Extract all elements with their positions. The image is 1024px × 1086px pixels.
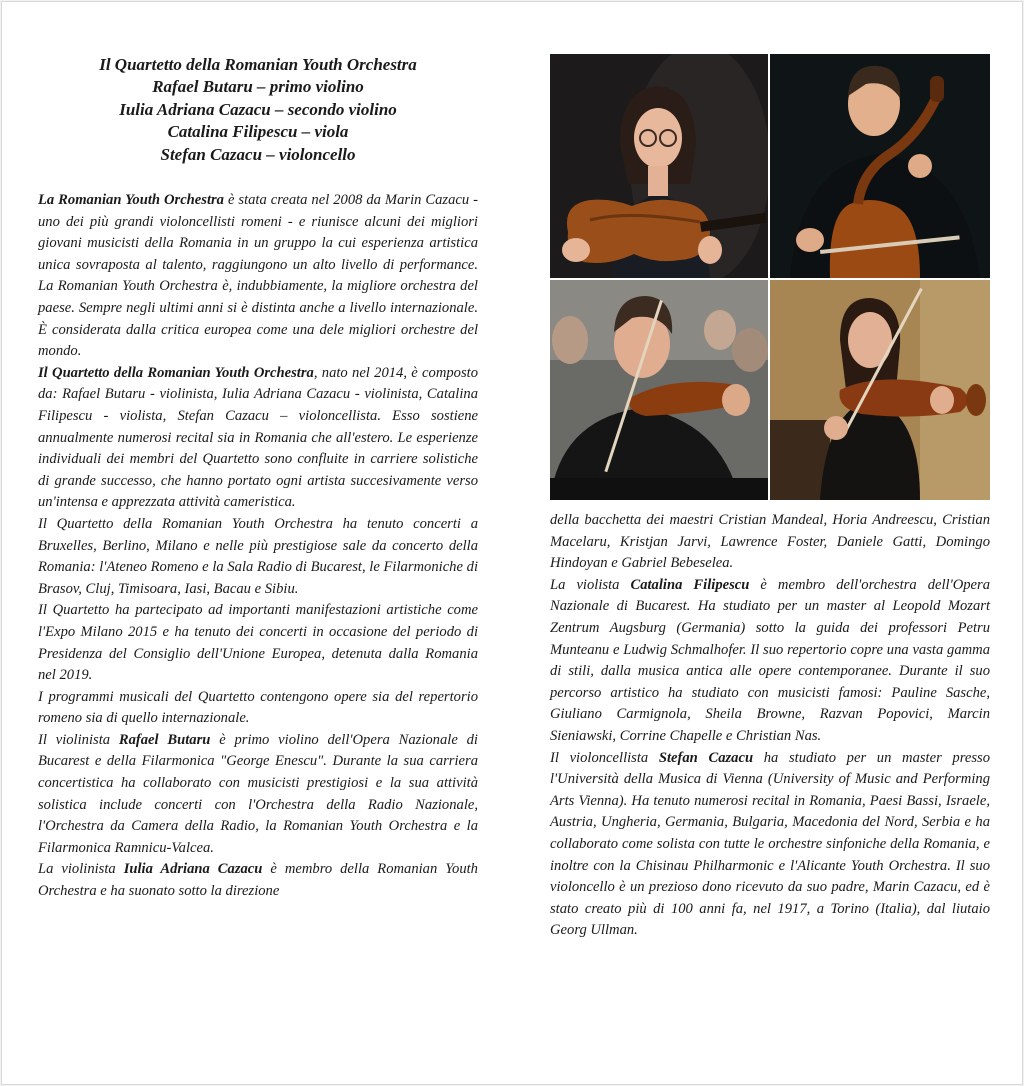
name-iulia-cazacu: Iulia Adriana Cazacu <box>123 861 263 878</box>
heading-ensemble: Il Quartetto della Romanian Youth Orchestra <box>99 55 417 74</box>
left-column <box>38 54 478 903</box>
paragraph-orchestra: La Romanian Youth Orchestra è stata creata nel 2008 da Marin Cazacu - uno dei più grandi violoncellisti romeni - e riunisce alcuni dei migliori giovani musicisti della Romania in un gruppo la cui esperienza artistica unica sovraposta al talento, raggiungono un alto livello di performance. La Romanian Youth Orchestra è, indubbiamente, la migliore orchestra del paese. Sempre negli ultimi anni si è distinta anche a livello internazionale. È considerata dalla critica europea come una dele migliori orchestre del mondo. <box>38 192 478 360</box>
concert-heading <box>38 54 478 166</box>
paragraph-rafael-butaru: Il violinista Rafael Butaru è primo violino dell'Opera Nazionale di Bucarest e della Filarmonica "George Enescu". Durante la sua carriera concertistica ha collaborato con musicisti prestigiosi e la sua attività solistica include concerti con l'Orchestra della Radio Nazionale, l'Orchestra da Camera della Radio, la Romanian Youth Orchestra e la Filarmonica Ramnicu-Valcea. <box>38 731 478 856</box>
paragraph-stefan-cazacu: Il violoncellista Stefan Cazacu ha studiato per un master presso l'Università della Musica di Vienna (University of Music and Performing Arts Vienna). Ha tenuto numerosi recital in Romania, Paesi Bassi, Israele, Austria, Ungheria, Germania, Bulgaria, Macedonia del Nord, Serbia e ha collaborato come solista con tutte le orchestre sinfoniche della Romania, e inoltre con la Chisinau Philharmonic e l'Alicante Youth Orchestra. Il suo violoncello è un prezioso dono ricevuto da suo padre, Marin Cazacu, ed è stato creato più di 100 anni fa, nel 1917, a Torino (Italia), dal liutaio Georg Ullman. <box>550 749 991 939</box>
photo-grid <box>550 54 990 500</box>
paragraph-repertoire: I programmi musicali del Quartetto contengono opere sia del repertorio romeno sia di quello internazionale. <box>38 688 478 727</box>
paragraph-conductors: della bacchetta dei maestri Cristian Mandeal, Horia Andreescu, Cristian Macelaru, Kristjan Jarvi, Lawrence Foster, Daniele Gatti, Domingo Hindoyan e Gabriel Bebeselea. <box>550 512 990 572</box>
orchestra-name: La Romanian Youth Orchestra <box>38 192 224 209</box>
heading-second-violin: Iulia Adriana Cazacu – secondo violino <box>119 99 397 119</box>
right-column <box>550 510 990 942</box>
name-catalina-filipescu: Catalina Filipescu <box>630 576 750 593</box>
violinist-woman-glasses-photo <box>550 54 768 278</box>
heading-cello: Stefan Cazacu – violoncello <box>160 144 356 164</box>
paragraph-catalina-filipescu: La violista Catalina Filipescu è membro dell'orchestra dell'Opera Nazionale di Bucarest. Ha studiato per un master al Leopold Mozart Zentrum Augsburg (Germania) sotto la guida dei professori Petru Munteanu e Ludwig Schmalhofer. Il suo repertorio copre una vasta gamma di stili, dalla musica antica alle opere contemporanee. Durante il suo percorso artistico ha studiato con musicisti famosi: Pauline Sasche, Giuliano Carmignola, Sheila Browne, Razvan Popovici, Marcin Sieniawski, Corrine Chapelle e Christian Nas. <box>550 576 990 744</box>
paragraph-iulia-cazacu: La violinista Iulia Adriana Cazacu è membro della Romanian Youth Orchestra e ha suonato sotto la direzione <box>38 861 478 900</box>
name-stefan-cazacu: Stefan Cazacu <box>658 749 754 766</box>
name-rafael-butaru: Rafael Butaru <box>118 731 211 748</box>
cellist-man-photo <box>770 54 990 278</box>
paragraph-concerts: Il Quartetto della Romanian Youth Orchestra ha tenuto concerti a Bruxelles, Berlino, Milano e nelle più prestigiose sale da concerto della Romania: l'Ateneo Romeno e la Sala Radio di Bucarest, le Filarmoniche di Brasov, Cluj, Timisoara, Iasi, Bacau e Sibiu. <box>38 515 478 597</box>
quartet-name: Il Quartetto della Romanian Youth Orchestra <box>38 364 314 381</box>
paragraph-events: Il Quartetto ha partecipato ad importanti manifestazioni artistiche come l'Expo Milano 2015 e ha tenuto dei concerti in occasione del periodo di Presidenza del Consiglio dell'Unione Europea, detenuta dalla Romania nel 2019. <box>38 602 478 684</box>
heading-viola: Catalina Filipescu – viola <box>167 122 349 142</box>
paragraph-quartet: Il Quartetto della Romanian Youth Orchestra, nato nel 2014, è composto da: Rafael Butaru - violinista, Iulia Adriana Cazacu - violinista, Catalina Filipescu - violista, Stefan Cazacu – violoncellista. Esso sostiene annualmente numerosi recital sia in Romania che all'estero. Le esperienze individuali dei membri del Quartetto sono confluite in carriere solistiche di grande successo, che hanno portato ogni artista succesivamente verso un'intensa e apprezzata attività cameristica. <box>38 364 478 511</box>
violinist-man-photo <box>550 280 768 500</box>
heading-first-violin: Rafael Butaru – primo violino <box>152 77 364 97</box>
document-page <box>1 1 1023 1085</box>
violist-woman-photo <box>770 280 990 500</box>
